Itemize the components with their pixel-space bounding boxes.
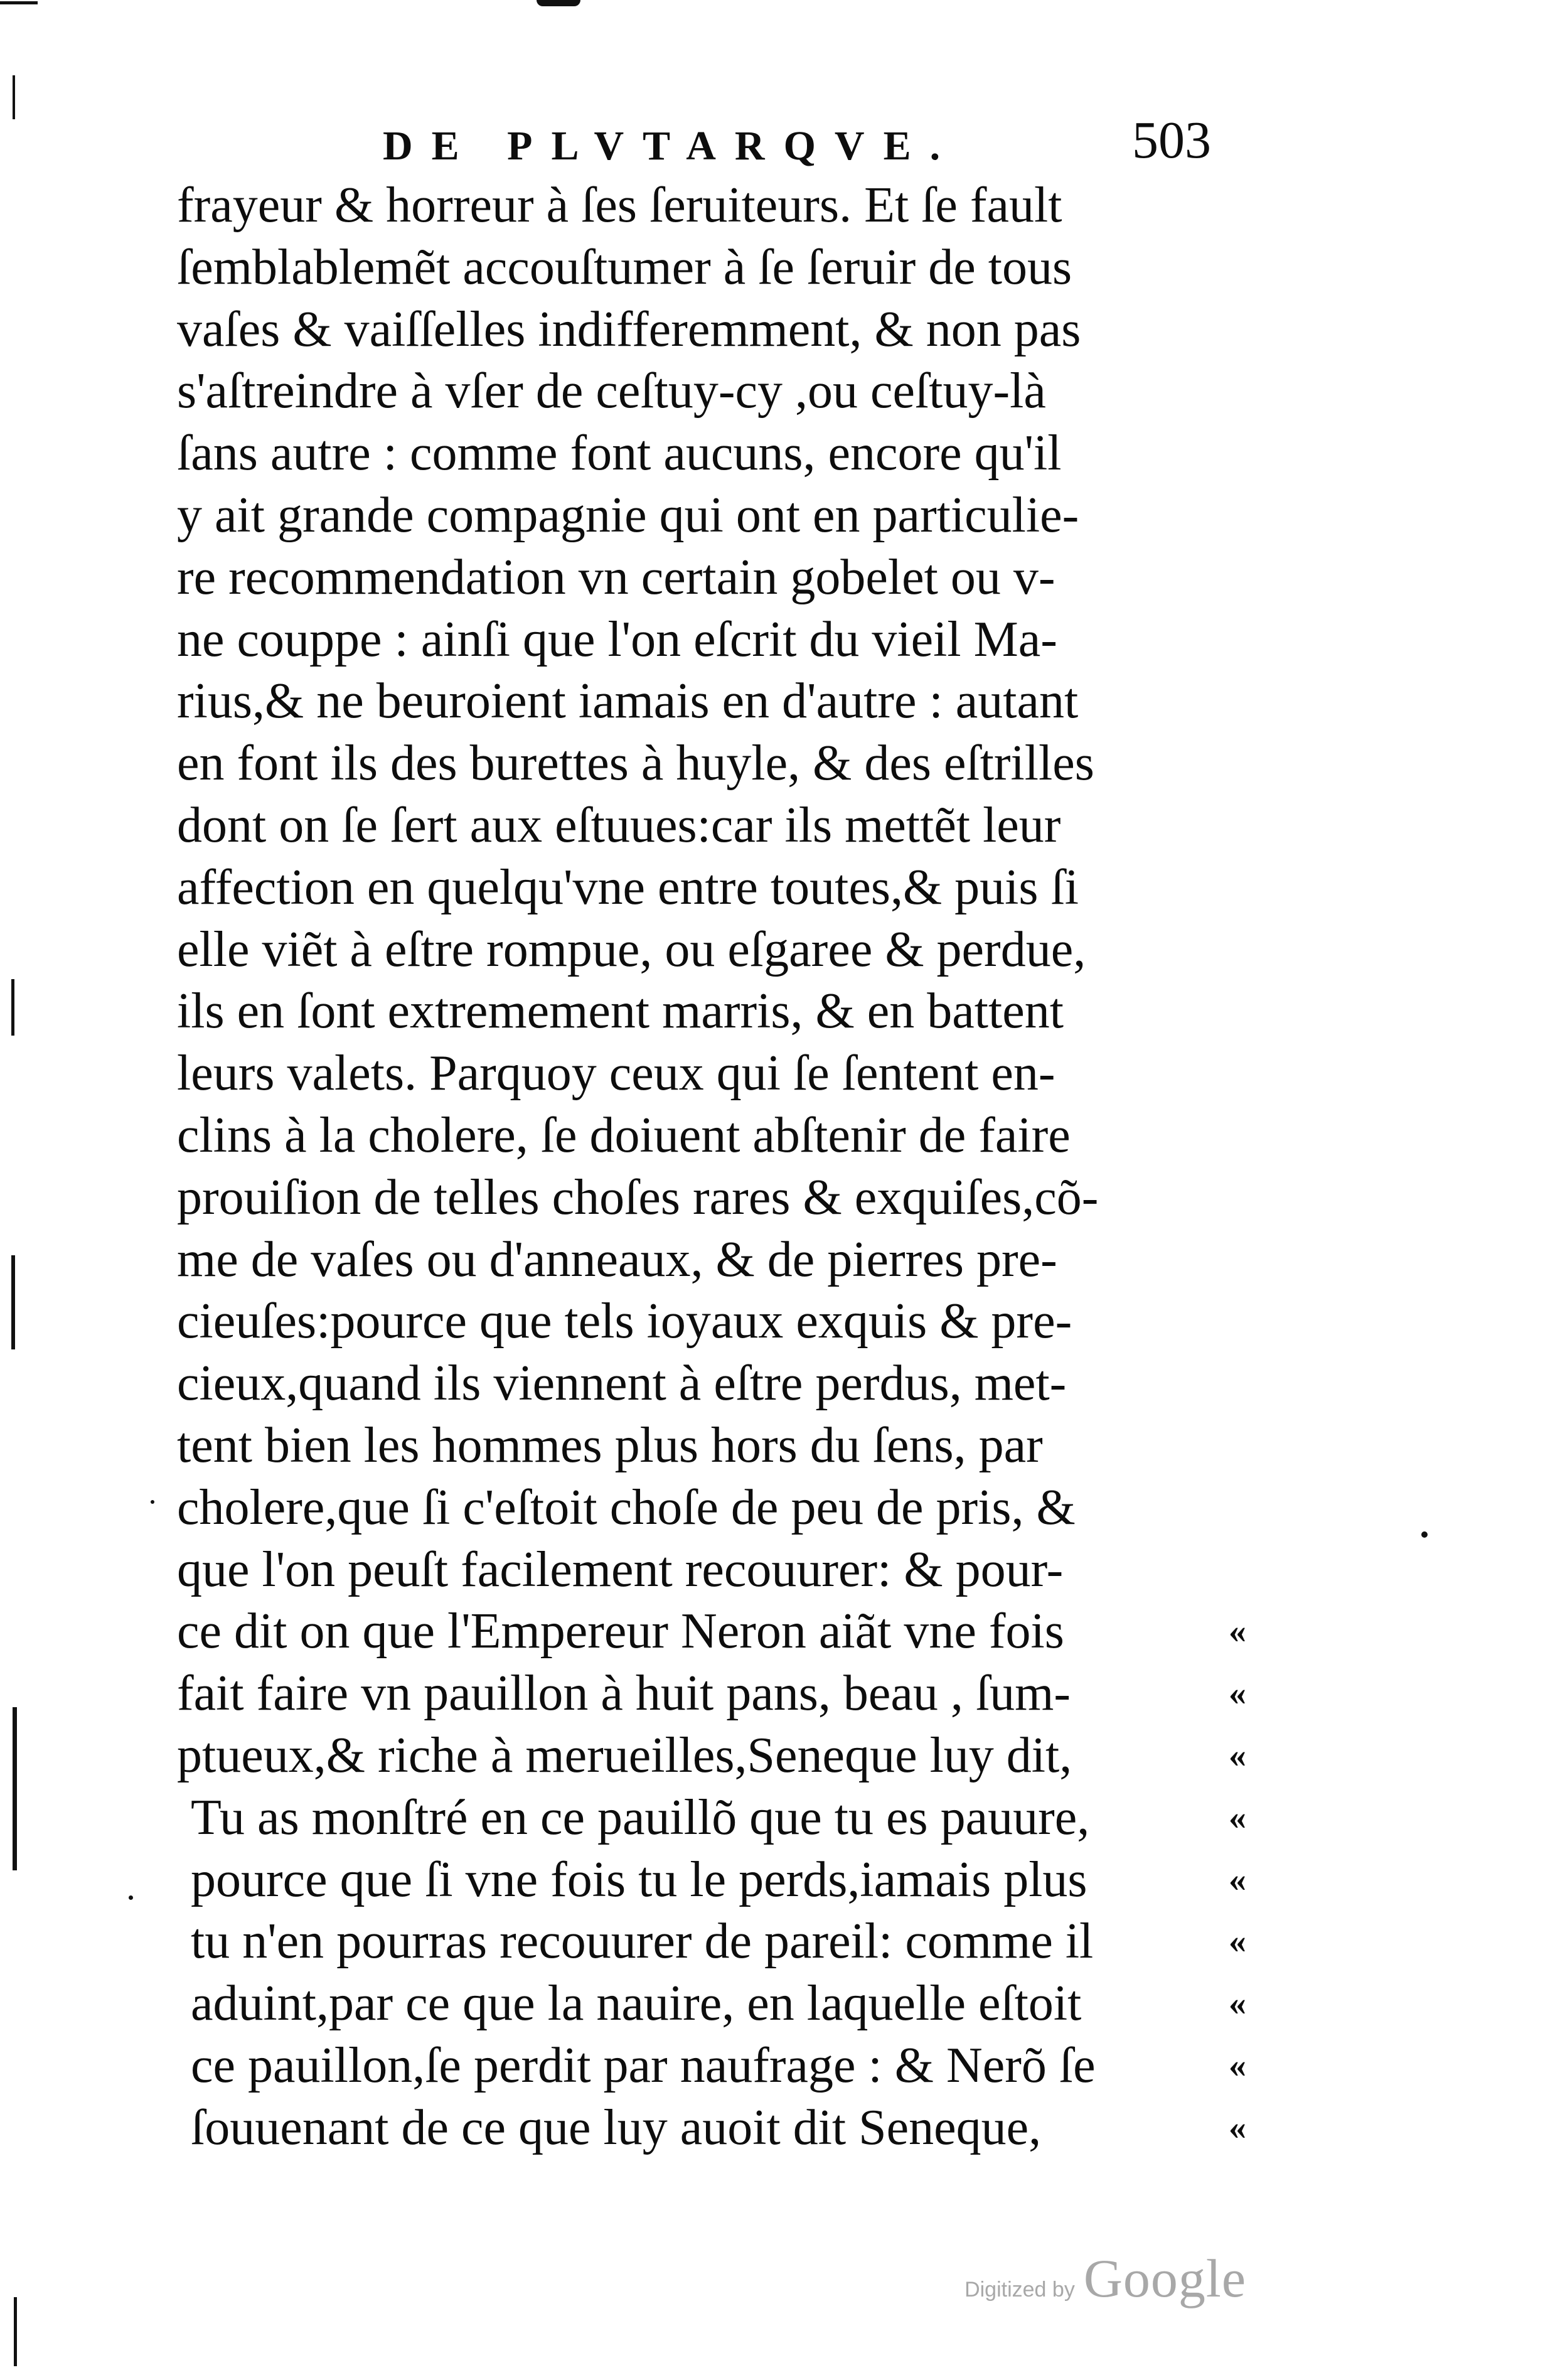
text-line: y ait grande compagnie qui ont en particulie- bbox=[177, 487, 1079, 543]
margin-mark bbox=[13, 1707, 17, 1870]
quote-mark: « bbox=[1229, 1735, 1246, 1775]
text-line: tu n'en pourras recouurer de pareil: comme il bbox=[191, 1914, 1094, 1970]
text-line: prouiſion de telles choſes rares & exquiſes,cõ- bbox=[177, 1169, 1099, 1225]
quote-mark: « bbox=[1229, 2108, 1246, 2147]
page-header bbox=[383, 110, 1211, 179]
text-line: aduint,par ce que la nauire, en laquelle eſtoit bbox=[191, 1976, 1082, 2032]
text-line: dont on ſe ſert aux eſtuues:car ils mettẽt leur bbox=[177, 797, 1061, 853]
running-head: DE PLVTARQVE. bbox=[383, 123, 959, 169]
text-line: pource que ſi vne fois tu le perds,iamais plus bbox=[191, 1852, 1087, 1907]
quote-mark: « bbox=[1229, 2045, 1246, 2085]
text-line: re recommendation vn certain gobelet ou v- bbox=[177, 549, 1055, 605]
text-line: s'aſtreindre à vſer de ceſtuy-cy ,ou ceſtuy-là bbox=[177, 363, 1046, 419]
quote-mark: « bbox=[1229, 1798, 1246, 1837]
quoted-line bbox=[177, 1663, 1246, 1725]
text-line: Tu as monſtré en ce pauillõ que tu es pauure, bbox=[191, 1789, 1090, 1845]
margin-mark bbox=[11, 979, 14, 1036]
text-line: que l'on peuſt facilement recouurer: & pour- bbox=[177, 1541, 1064, 1597]
text-line: leurs valets. Parquoy ceux qui ſe ſentent en- bbox=[177, 1046, 1055, 1102]
text-line: ils en ſont extremement marris, & en battent bbox=[177, 984, 1064, 1039]
text-line: ptueux,& riche à merueilles,Seneque luy dit, bbox=[177, 1727, 1072, 1783]
text-line: cholere,que ſi c'eſtoit choſe de peu de pris, & bbox=[177, 1479, 1076, 1535]
body-text bbox=[177, 174, 1246, 2159]
margin-mark bbox=[11, 1255, 15, 1349]
text-line: frayeur & horreur à ſes ſeruiteurs. Et ſe fault bbox=[177, 178, 1062, 233]
quoted-line bbox=[177, 1849, 1246, 1911]
margin-speck bbox=[1421, 1531, 1428, 1538]
text-line: ſemblablemẽt accouſtumer à ſe ſeruir de tous bbox=[177, 239, 1072, 295]
quoted-line bbox=[177, 1973, 1246, 2035]
text-line: clins à la cholere, ſe doiuent abſtenir de faire bbox=[177, 1107, 1071, 1163]
text-line: elle viẽt à eſtre rompue, ou eſgaree & perdue, bbox=[177, 921, 1086, 977]
quoted-line bbox=[177, 1600, 1246, 1663]
quote-mark: « bbox=[1229, 1860, 1246, 1899]
page-number: 503 bbox=[1132, 111, 1211, 169]
text-line: cieuſes:pource que tels ioyaux exquis & pre- bbox=[177, 1294, 1072, 1349]
quote-mark: « bbox=[1229, 1674, 1246, 1713]
margin-speck bbox=[129, 1895, 133, 1900]
text-line: me de vaſes ou d'anneaux, & de pierres pre- bbox=[177, 1231, 1057, 1287]
margin-mark bbox=[13, 75, 15, 119]
text-line: cieux,quand ils viennent à eſtre perdus, met- bbox=[177, 1356, 1067, 1412]
quote-mark: « bbox=[1229, 1612, 1246, 1651]
ink-stroke-top-left bbox=[0, 1, 38, 4]
quote-mark: « bbox=[1229, 1984, 1246, 2024]
quoted-line bbox=[177, 2097, 1246, 2159]
margin-speck bbox=[151, 1500, 154, 1504]
text-line: affection en quelqu'vne entre toutes,& puis ſi bbox=[177, 859, 1079, 915]
text-line: en font ils des burettes à huyle, & des eſtrilles bbox=[177, 736, 1094, 791]
margin-mark bbox=[14, 2297, 17, 2366]
quote-mark: « bbox=[1229, 1922, 1246, 1961]
quoted-line bbox=[177, 1911, 1246, 1973]
ink-stroke-top-center bbox=[537, 0, 580, 6]
text-line: vaſes & vaiſſelles indifferemment, & non pas bbox=[177, 301, 1081, 357]
quoted-line bbox=[177, 1725, 1246, 1787]
text-line: ce pauillon,ſe perdit par naufrage : & Nerõ ſe bbox=[191, 2037, 1096, 2093]
quoted-line bbox=[177, 2035, 1246, 2097]
text-line: rius,& ne beuroient iamais en d'autre : autant bbox=[177, 673, 1079, 729]
text-line: ne couppe : ainſi que l'on eſcrit du vieil Ma- bbox=[177, 611, 1057, 667]
google-logo: Google bbox=[1083, 2248, 1246, 2308]
watermark-prefix: Digitized by bbox=[964, 2278, 1075, 2302]
digitized-watermark bbox=[964, 2247, 1246, 2310]
text-line: fait faire vn pauillon à huit pans, beau , ſum- bbox=[177, 1666, 1071, 1722]
text-line: ſouuenant de ce que luy auoit dit Seneque, bbox=[191, 2099, 1042, 2155]
text-line: ſans autre : comme font aucuns, encore qu'il bbox=[177, 426, 1062, 481]
text-line: ce dit on que l'Empereur Neron aiãt vne fois bbox=[177, 1604, 1064, 1659]
text-line: tent bien les hommes plus hors du ſens, par bbox=[177, 1417, 1043, 1473]
quoted-line bbox=[177, 1787, 1246, 1849]
